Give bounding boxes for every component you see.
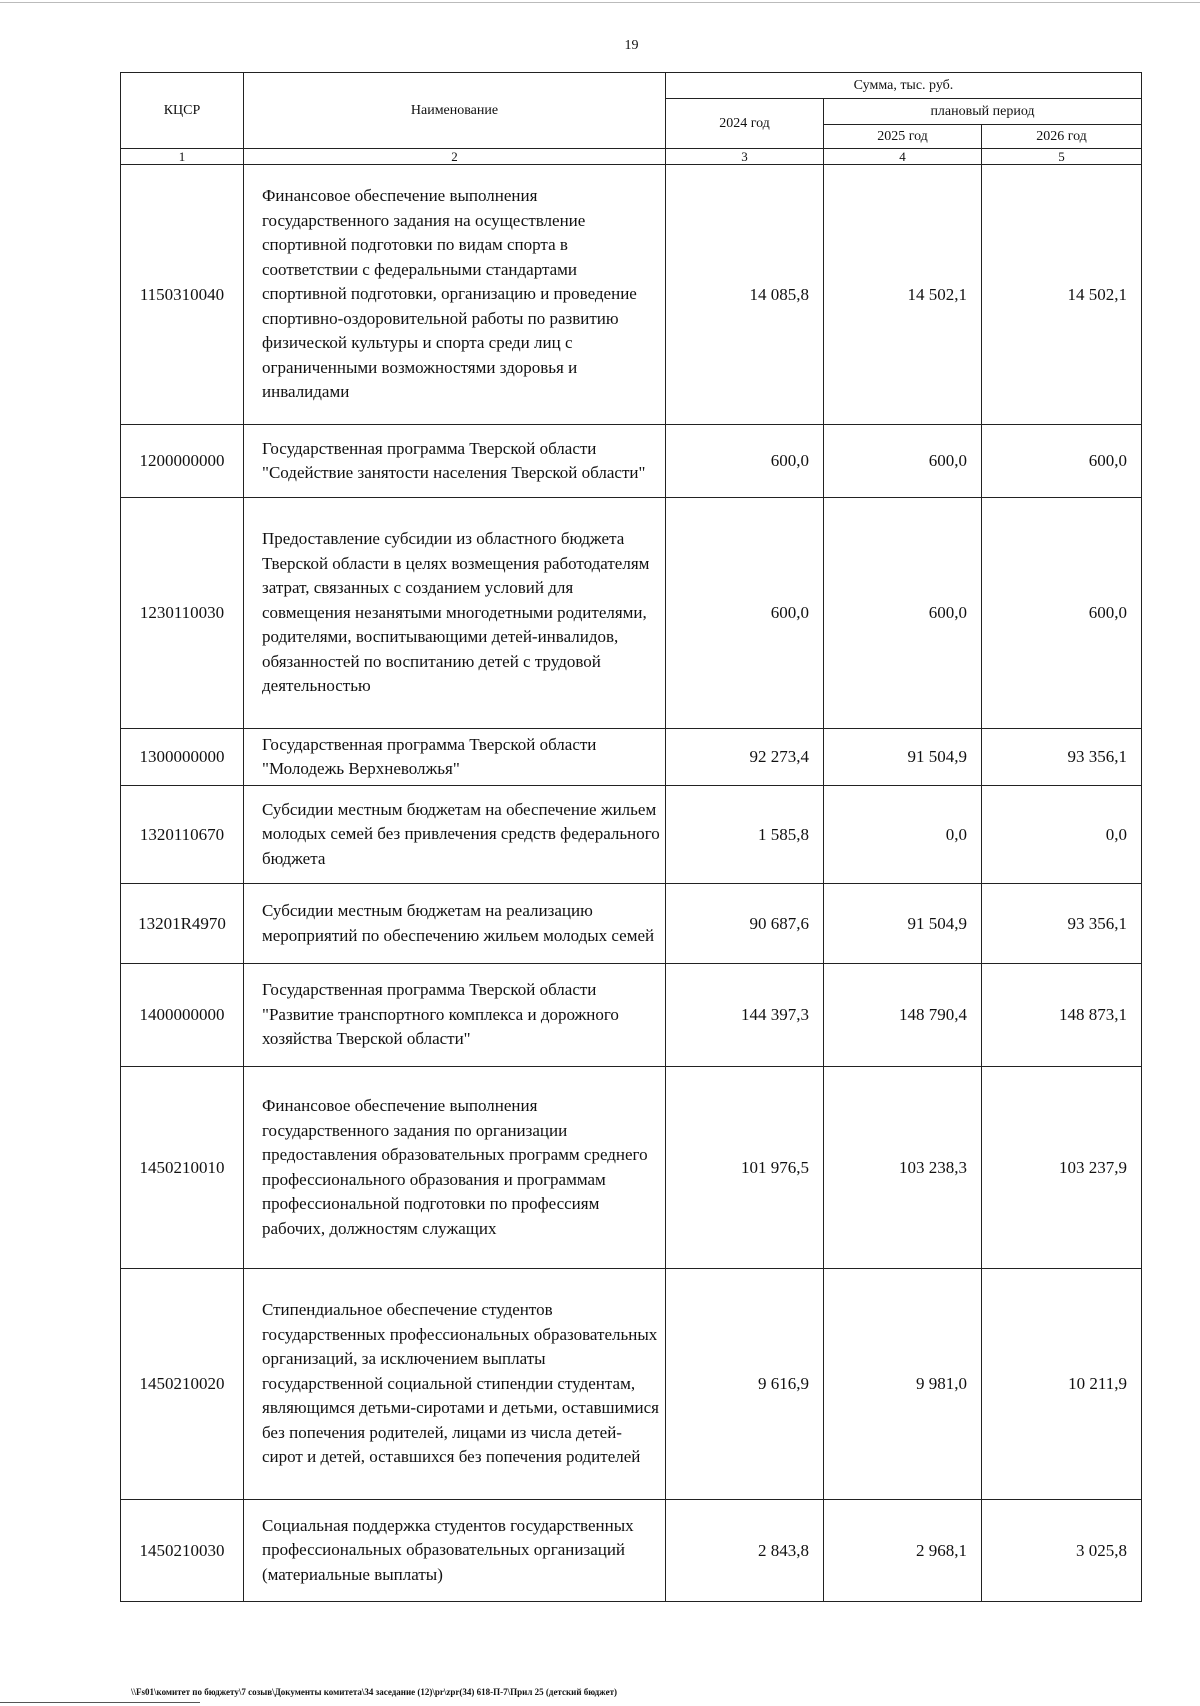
column-number: 3 bbox=[666, 149, 824, 165]
row-code: 1230110030 bbox=[121, 498, 244, 729]
row-value-2024: 90 687,6 bbox=[666, 884, 824, 964]
row-value-2024: 2 843,8 bbox=[666, 1500, 824, 1602]
table-row bbox=[121, 498, 1142, 729]
row-value-2024: 101 976,5 bbox=[666, 1067, 824, 1269]
budget-table bbox=[120, 72, 1142, 1602]
table-row bbox=[121, 1500, 1142, 1602]
column-number: 2 bbox=[244, 149, 666, 165]
row-value-2025: 148 790,4 bbox=[824, 964, 982, 1067]
row-name: Финансовое обеспечение выполнения государственного задания по организации предоставления образовательных программ среднего профессионального образования и программам профессиональной подготовки по профессиям рабочих, должностям служащих bbox=[244, 1067, 666, 1269]
row-value-2025: 0,0 bbox=[824, 786, 982, 884]
row-value-2025: 9 981,0 bbox=[824, 1269, 982, 1500]
scan-edge-line bbox=[0, 2, 1200, 3]
row-value-2025: 2 968,1 bbox=[824, 1500, 982, 1602]
row-value-2026: 3 025,8 bbox=[982, 1500, 1142, 1602]
row-value-2025: 600,0 bbox=[824, 425, 982, 498]
page-number: 19 bbox=[624, 38, 639, 53]
column-number: 4 bbox=[824, 149, 982, 165]
row-value-2026: 14 502,1 bbox=[982, 165, 1142, 425]
row-value-2025: 91 504,9 bbox=[824, 729, 982, 786]
header-name: Наименование bbox=[244, 73, 666, 149]
row-code: 1450210020 bbox=[121, 1269, 244, 1500]
header-code: КЦСР bbox=[121, 73, 244, 149]
header-year-2024: 2024 год bbox=[666, 99, 824, 149]
row-value-2024: 600,0 bbox=[666, 498, 824, 729]
row-name: Стипендиальное обеспечение студентов государственных профессиональных образовательных организаций, за исключением выплаты государственной социальной стипендии студентам, являющимся детьми-сиротами и детьми, оставшимися без попечения родителей, лицами из числа детей-сирот и детей, оставшихся без попечения родителей bbox=[244, 1269, 666, 1500]
header-year-2026: 2026 год bbox=[982, 125, 1142, 149]
row-value-2026: 148 873,1 bbox=[982, 964, 1142, 1067]
row-code: 1400000000 bbox=[121, 964, 244, 1067]
column-number: 1 bbox=[121, 149, 244, 165]
row-name: Предоставление субсидии из областного бюджета Тверской области в целях возмещения работодателям затрат, связанных с созданием условий для совмещения незанятыми многодетными родителями, родителями, воспитывающими детей-инвалидов, обязанностей по воспитанию детей с трудовой деятельностью bbox=[244, 498, 666, 729]
row-name: Государственная программа Тверской области "Развитие транспортного комплекса и дорожного хозяйства Тверской области" bbox=[244, 964, 666, 1067]
header-planned-period: плановый период bbox=[824, 99, 1142, 125]
table-row bbox=[121, 1269, 1142, 1500]
table-row bbox=[121, 1067, 1142, 1269]
row-name: Субсидии местным бюджетам на реализацию мероприятий по обеспечению жильем молодых семей bbox=[244, 884, 666, 964]
row-value-2024: 92 273,4 bbox=[666, 729, 824, 786]
row-code: 1320110670 bbox=[121, 786, 244, 884]
row-code: 1450210010 bbox=[121, 1067, 244, 1269]
table-row bbox=[121, 165, 1142, 425]
row-value-2026: 600,0 bbox=[982, 498, 1142, 729]
row-code: 1150310040 bbox=[121, 165, 244, 425]
row-value-2026: 0,0 bbox=[982, 786, 1142, 884]
table-row bbox=[121, 786, 1142, 884]
row-value-2025: 91 504,9 bbox=[824, 884, 982, 964]
row-name: Государственная программа Тверской области "Молодежь Верхневолжья" bbox=[244, 729, 666, 786]
row-code: 13201R4970 bbox=[121, 884, 244, 964]
row-value-2025: 600,0 bbox=[824, 498, 982, 729]
row-value-2026: 600,0 bbox=[982, 425, 1142, 498]
row-value-2024: 1 585,8 bbox=[666, 786, 824, 884]
column-number-row bbox=[121, 149, 1142, 165]
table-row bbox=[121, 964, 1142, 1067]
row-value-2025: 14 502,1 bbox=[824, 165, 982, 425]
row-value-2026: 10 211,9 bbox=[982, 1269, 1142, 1500]
row-value-2026: 93 356,1 bbox=[982, 884, 1142, 964]
table-row bbox=[121, 884, 1142, 964]
header-sum: Сумма, тыс. руб. bbox=[666, 73, 1142, 99]
header-year-2025: 2025 год bbox=[824, 125, 982, 149]
footer-file-path: \\Fs01\комитет по бюджету\7 созыв\Документы комитета\34 заседание (12)\pr\zpr(34) 618-П-7\Прил 25 (детский бюджет) bbox=[131, 1687, 617, 1697]
row-name: Финансовое обеспечение выполнения государственного задания на осуществление спортивной подготовки по видам спорта в соответствии с федеральными стандартами спортивной подготовки, организацию и проведение спортивно-оздоровительной работы по развитию физической культуры и спорта среди лиц с ограниченными возможностями здоровья и инвалидами bbox=[244, 165, 666, 425]
row-value-2026: 93 356,1 bbox=[982, 729, 1142, 786]
row-value-2026: 103 237,9 bbox=[982, 1067, 1142, 1269]
table-row bbox=[121, 729, 1142, 786]
scan-edge-line bbox=[0, 1702, 200, 1703]
row-value-2025: 103 238,3 bbox=[824, 1067, 982, 1269]
row-code: 1450210030 bbox=[121, 1500, 244, 1602]
row-value-2024: 144 397,3 bbox=[666, 964, 824, 1067]
row-value-2024: 9 616,9 bbox=[666, 1269, 824, 1500]
table-row bbox=[121, 425, 1142, 498]
row-name: Субсидии местным бюджетам на обеспечение жильем молодых семей без привлечения средств федерального бюджета bbox=[244, 786, 666, 884]
row-code: 1200000000 bbox=[121, 425, 244, 498]
row-name: Государственная программа Тверской области "Содействие занятости населения Тверской области" bbox=[244, 425, 666, 498]
row-name: Социальная поддержка студентов государственных профессиональных образовательных организаций (материальные выплаты) bbox=[244, 1500, 666, 1602]
row-code: 1300000000 bbox=[121, 729, 244, 786]
column-number: 5 bbox=[982, 149, 1142, 165]
row-value-2024: 14 085,8 bbox=[666, 165, 824, 425]
row-value-2024: 600,0 bbox=[666, 425, 824, 498]
